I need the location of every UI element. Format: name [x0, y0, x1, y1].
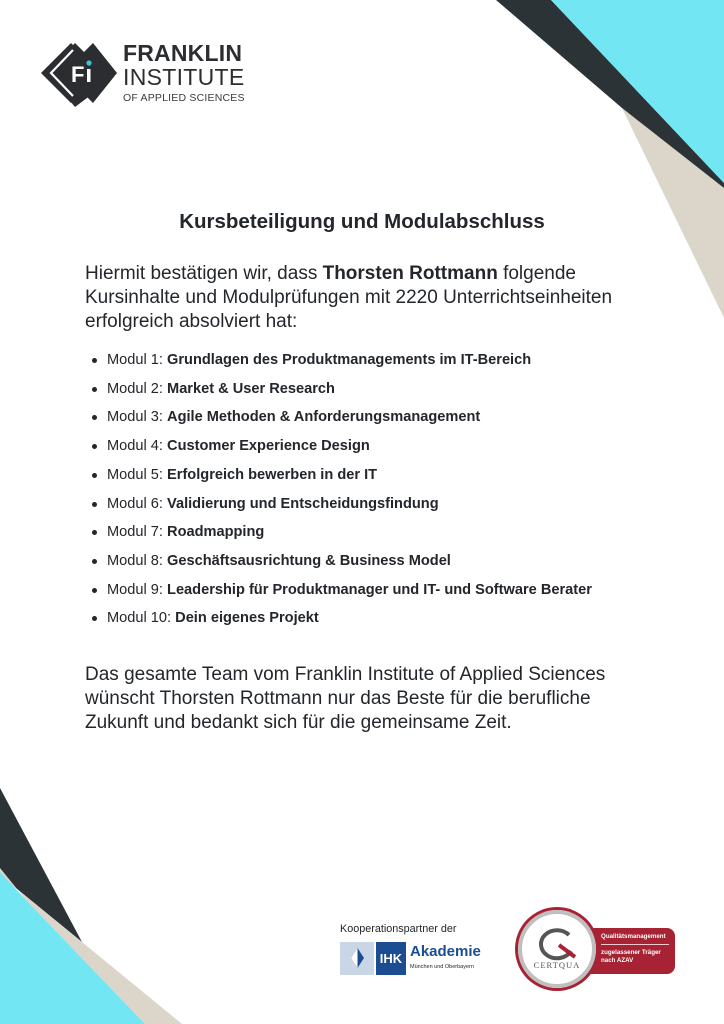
module-item — [88, 461, 688, 490]
module-label: Modul 3: — [107, 409, 168, 426]
module-name: Roadmapping — [167, 524, 265, 541]
bottom-left-dark-shape — [0, 788, 82, 942]
module-item — [88, 403, 688, 432]
certqua-divider — [601, 944, 669, 945]
logo-line-2: INSTITUTE — [123, 64, 245, 90]
partner-label: Kooperationspartner der — [340, 923, 457, 935]
module-item — [88, 518, 688, 547]
top-right-cyan-shape — [551, 0, 724, 183]
module-name: Leadership für Produktmanager und IT- und Software Berater — [167, 581, 592, 598]
module-label: Modul 2: — [107, 380, 168, 397]
module-label: Modul 1: — [107, 352, 168, 368]
module-item — [88, 346, 688, 375]
fi-logo-icon — [33, 37, 119, 109]
certqua-line-1: Qualitätsmanagement — [601, 933, 666, 940]
intro-suffix: folgende Kursinhalte und Modulprüfungen mit 2220 Unterrichtseinheiten erfolgreich absolviert hat: — [85, 263, 613, 332]
ihk-diamond-icon — [351, 948, 364, 968]
module-name: Geschäftsausrichtung & Business Model — [167, 552, 451, 569]
module-item — [88, 576, 688, 605]
logo-line-3: OF APPLIED SCIENCES — [123, 92, 245, 104]
logo-line-1: FRANKLIN — [123, 40, 243, 66]
intro-prefix: Hiermit bestätigen wir, dass — [85, 263, 323, 284]
module-item — [88, 490, 688, 519]
module-label: Modul 10: — [107, 610, 176, 627]
student-name: Thorsten Rottmann — [322, 263, 498, 284]
ihk-label: IHK — [376, 942, 406, 975]
certqua-seal — [513, 905, 683, 995]
module-list — [88, 346, 688, 633]
module-item — [88, 432, 688, 461]
intro-paragraph — [85, 262, 645, 334]
ihk-emblem — [340, 942, 374, 975]
module-name: Validierung und Entscheidungsfindung — [167, 495, 439, 512]
ihk-subline: München und Oberbayern — [410, 964, 474, 970]
module-name: Dein eigenes Projekt — [175, 610, 319, 627]
top-right-dark-shape — [496, 0, 724, 188]
module-label: Modul 4: — [107, 438, 168, 455]
certqua-line-2: zugelassener Träger nach AZAV — [601, 949, 661, 964]
closing-paragraph: Das gesamte Team vom Franklin Institute of Applied Sciences wünscht Thorsten Rottmann nur das Beste für die berufliche Zukunft und bedankt sich für die gemeinsame Zeit. — [85, 664, 606, 733]
module-name: Erfolgreich bewerben in der IT — [167, 466, 378, 483]
logo-wordmark — [123, 41, 245, 106]
module-label: Modul 5: — [107, 466, 168, 483]
module-name: Market & User Research — [167, 380, 335, 397]
module-item — [88, 375, 688, 404]
bottom-left-cyan-shape — [0, 872, 145, 1024]
akademie-label: Akademie — [410, 943, 481, 960]
module-name: Agile Methoden & Anforderungsmanagement — [167, 409, 481, 426]
ihk-akademie-logo — [340, 942, 481, 975]
module-item — [88, 547, 688, 576]
bottom-left-beige-shape — [0, 868, 182, 1024]
certqua-wordmark: CERTQUA — [533, 960, 581, 970]
module-label: Modul 7: — [107, 524, 168, 541]
module-label: Modul 8: — [107, 552, 168, 569]
document-title: Kursbeteiligung und Modulabschluss — [179, 210, 545, 233]
svg-text:F: F — [71, 62, 85, 87]
franklin-institute-logo — [33, 37, 263, 112]
module-label: Modul 9: — [107, 581, 168, 598]
module-name: Grundlagen des Produktmanagements im IT-Bereich — [167, 352, 532, 368]
partner-section — [340, 922, 480, 975]
certqua-circle-icon — [513, 905, 601, 993]
module-item — [88, 604, 688, 633]
module-name: Customer Experience Design — [167, 438, 370, 455]
module-label: Modul 6: — [107, 495, 168, 512]
